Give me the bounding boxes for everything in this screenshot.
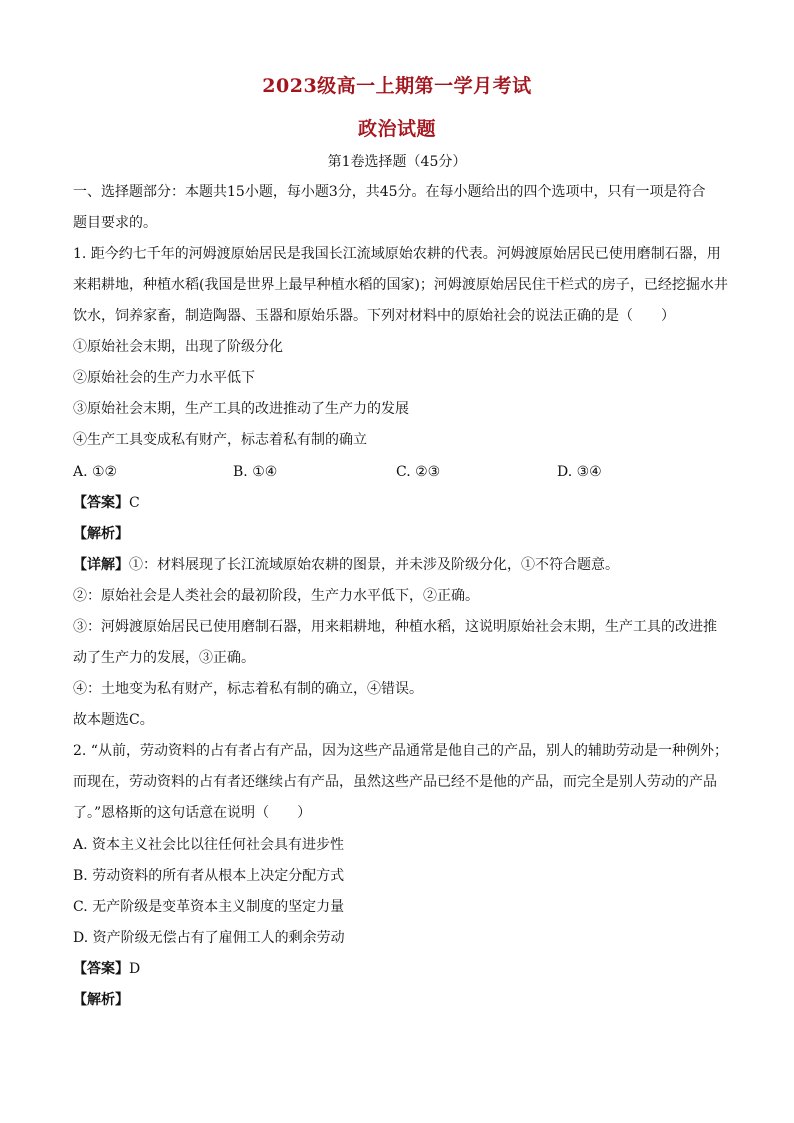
q1-detail-line: ④：土地变为私有财产，标志着私有制的确立，④错误。	[73, 681, 423, 697]
q1-option-c: C. ②③	[396, 464, 441, 480]
instructions-line: 题目要求的。	[73, 215, 157, 231]
q1-analysis-label	[73, 524, 129, 544]
q1-option-b: B. ①④	[233, 464, 278, 480]
detail-label: 【详解】	[73, 557, 129, 573]
q2-stem-line: 2. “从前，劳动资料的占有者占有产品，因为这些产品通常是他自己的产品，别人的辅助劳动是一种例外；	[73, 743, 728, 759]
q1-detail-line: ③：河姆渡原始居民已使用磨制石器，用来耜耕地，种植水稻，这说明原始社会末期，生产工具的改进推	[73, 619, 717, 635]
q1-option-a: A. ①②	[73, 464, 118, 480]
q1-statement: ④生产工具变成私有财产，标志着私有制的确立	[73, 432, 367, 448]
q2-stem-line: 了。”恩格斯的这句话意在说明（ ）	[73, 805, 312, 821]
q2-answer	[73, 959, 140, 979]
q1-detail-line: ②：原始社会是人类社会的最初阶段，生产力水平低下，②正确。	[73, 588, 479, 604]
answer-value: C	[129, 495, 140, 511]
q2-option-c: C. 无产阶级是变革资本主义制度的坚定力量	[73, 899, 345, 915]
q1-option-d: D. ③④	[557, 464, 602, 480]
q2-stem-line: 而现在，劳动资料的占有者还继续占有产品，虽然这些产品已经不是他的产品，而完全是别人劳动的产品	[73, 774, 717, 790]
q2-option-d: D. 资产阶级无偿占有了雇佣工人的剩余劳动	[73, 930, 345, 946]
detail-text: ①：材料展现了长江流域原始农耕的图景，并未涉及阶级分化，①不符合题意。	[129, 557, 619, 573]
analysis-label: 【解析】	[73, 992, 129, 1008]
answer-label: 【答案】	[73, 495, 129, 511]
q1-stem-line: 饮水，饲养家畜，制造陶器、玉器和原始乐器。下列对材料中的原始社会的说法正确的是（ ）	[73, 308, 675, 324]
subject-title: 政治试题	[357, 118, 436, 140]
section-heading: 第1卷选择题（45分）	[327, 154, 467, 170]
q1-stem-line: 1. 距今约七千年的河姆渡原始居民是我国长江流域原始农耕的代表。河姆渡原始居民已使用磨制石器，用	[73, 246, 721, 262]
q1-detail-line: 动了生产力的发展，③正确。	[73, 650, 255, 666]
q1-statement: ②原始社会的生产力水平低下	[73, 370, 255, 386]
q1-answer	[73, 493, 140, 513]
q1-statement: ①原始社会末期，出现了阶级分化	[73, 339, 283, 355]
instructions-line: 一、选择题部分：本题共15小题，每小题3分，共45分。在每小题给出的四个选项中，只有一项是符合	[73, 184, 706, 200]
q1-statement: ③原始社会末期，生产工具的改进推动了生产力的发展	[73, 401, 409, 417]
answer-label: 【答案】	[73, 961, 129, 977]
q2-analysis-label	[73, 990, 129, 1010]
analysis-label: 【解析】	[73, 526, 129, 542]
q1-conclusion: 故本题选C。	[73, 712, 154, 728]
q2-option-b: B. 劳动资料的所有者从根本上决定分配方式	[73, 868, 345, 884]
q1-stem-line: 来耜耕地，种植水稻(我国是世界上最早种植水稻的国家)；河姆渡原始居民住干栏式的房子，已经挖掘水井	[73, 277, 728, 293]
exam-title: 2023级高一上期第一学月考试	[262, 75, 532, 97]
q2-option-a: A. 资本主义社会比以往任何社会具有进步性	[73, 837, 345, 853]
q1-detail-line	[73, 555, 619, 575]
answer-value: D	[129, 961, 141, 977]
